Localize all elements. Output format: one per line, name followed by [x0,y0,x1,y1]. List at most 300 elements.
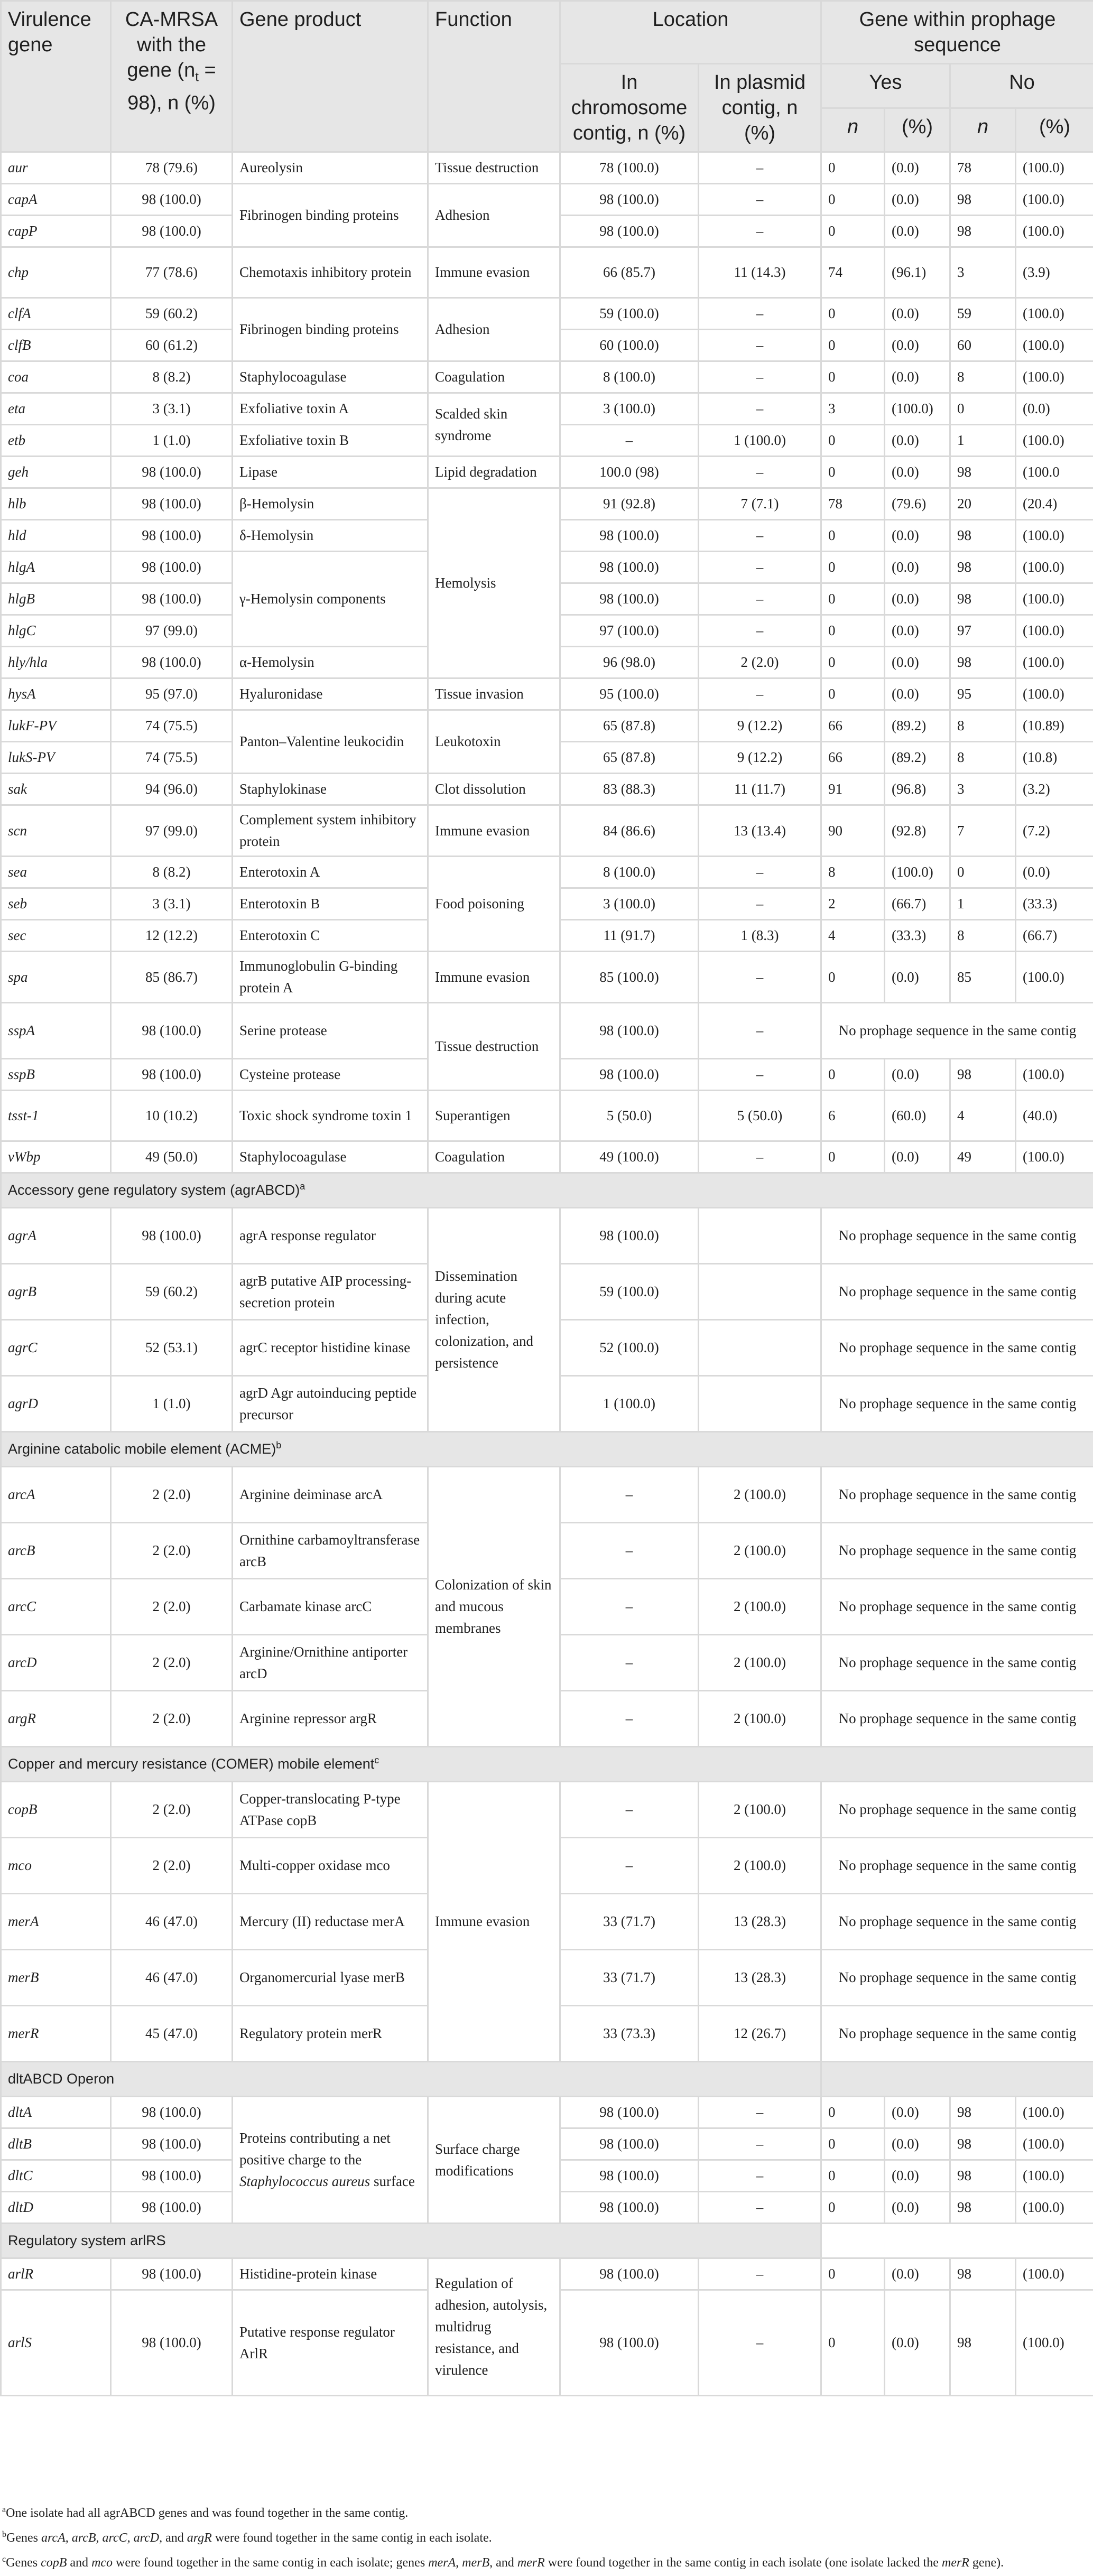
gene-product: Ornithine carbamoyltransferase arcB [233,1523,428,1579]
gene-function: Superantigen [428,1091,560,1141]
header-prophage: Gene within prophage sequence [821,1,1093,64]
gene-function: Leukotoxin [428,710,560,774]
header-no-n: n [950,108,1016,152]
prophage-yes-n: 0 [821,457,885,488]
gene-function: Lipid degradation [428,457,560,488]
gene-product: Multi-copper oxidase mco [233,1838,428,1894]
gene-function: Adhesion [428,298,560,361]
plasmid-count: – [699,678,821,710]
prophage-no-n: 98 [950,2258,1016,2290]
gene-product: Carbamate kinase arcC [233,1579,428,1635]
gene-function: Tissue destruction [428,1003,560,1091]
gene-product: Immunoglobulin G-binding protein A [233,952,428,1003]
prophage-yes-n: 0 [821,2290,885,2396]
prophage-yes-pct: (0.0) [885,583,950,615]
prophage-no-n: 98 [950,583,1016,615]
prophage-yes-pct: (0.0) [885,425,950,457]
section-title-comer: Copper and mercury resistance (COMER) mobile element$^c$ [1,1747,1093,1782]
prophage-yes-n: 66 [821,710,885,742]
plasmid-count: – [699,393,821,425]
table-row [1,1003,1093,1059]
gene-name: sec [1,920,111,952]
gene-count: 1 (1.0) [111,425,233,457]
gene-count: 1 (1.0) [111,1376,233,1432]
gene-name: agrD [1,1376,111,1432]
chromosome-count: 98 (100.0) [560,1208,699,1264]
prophage-yes-pct: (0.0) [885,647,950,678]
plasmid-count [699,1264,821,1320]
gene-count: 2 (2.0) [111,1523,233,1579]
plasmid-count: – [699,615,821,647]
prophage-yes-n: 0 [821,361,885,393]
header-no-pct: (%) [1016,108,1093,152]
prophage-yes-n: 0 [821,583,885,615]
prophage-no-pct: (100.0) [1016,2192,1093,2224]
gene-product: Lipase [233,457,428,488]
prophage-yes-n: 0 [821,184,885,216]
gene-product: Arginine repressor argR [233,1691,428,1747]
gene-name: spa [1,952,111,1003]
gene-product: Arginine/Ornithine antiporter arcD [233,1635,428,1691]
prophage-no-n: 98 [950,647,1016,678]
table-row [1,184,1093,216]
gene-count: 98 (100.0) [111,488,233,520]
gene-name: arlS [1,2290,111,2396]
section-header-fill [821,2062,1093,2097]
prophage-yes-pct: (0.0) [885,457,950,488]
prophage-yes-n: 0 [821,152,885,184]
plasmid-count: – [699,2097,821,2128]
plasmid-count: 2 (100.0) [699,1635,821,1691]
gene-count: 98 (100.0) [111,2097,233,2128]
prophage-no-pct: (100.0) [1016,647,1093,678]
plasmid-count: 2 (100.0) [699,1691,821,1747]
chromosome-count: – [560,1838,699,1894]
prophage-no-pct: (66.7) [1016,920,1093,952]
prophage-no-n: 98 [950,520,1016,552]
gene-count: 98 (100.0) [111,184,233,216]
plasmid-count: – [699,330,821,361]
chromosome-count: 3 (100.0) [560,393,699,425]
plasmid-count: – [699,216,821,247]
gene-name: coa [1,361,111,393]
no-prophage-note: No prophage sequence in the same contig [821,1691,1093,1747]
chromosome-count: – [560,1467,699,1523]
gene-count: 98 (100.0) [111,520,233,552]
gene-name: dltD [1,2192,111,2224]
gene-name: arcA [1,1467,111,1523]
gene-name: hlb [1,488,111,520]
no-prophage-note: No prophage sequence in the same contig [821,1523,1093,1579]
gene-product: δ-Hemolysin [233,520,428,552]
prophage-no-n: 98 [950,216,1016,247]
header-gene-product: Gene product [233,1,428,152]
chromosome-count: 60 (100.0) [560,330,699,361]
prophage-yes-n: 74 [821,247,885,298]
prophage-no-pct: (100.0) [1016,2290,1093,2396]
plasmid-count: – [699,857,821,888]
prophage-yes-n: 90 [821,805,885,857]
plasmid-count [699,1376,821,1432]
prophage-yes-n: 0 [821,2128,885,2160]
section-header-comer [1,1747,1093,1782]
prophage-yes-pct: (89.2) [885,742,950,774]
gene-name: copB [1,1782,111,1838]
prophage-no-n: 3 [950,247,1016,298]
gene-name: hlgA [1,552,111,583]
gene-function: Food poisoning [428,857,560,952]
prophage-no-pct: (100.0) [1016,330,1093,361]
table-row [1,1467,1093,1523]
prophage-no-pct: (100.0) [1016,552,1093,583]
prophage-no-pct: (100.0) [1016,952,1093,1003]
gene-product: Exfoliative toxin A [233,393,428,425]
prophage-no-n: 95 [950,678,1016,710]
section-header-dlt [1,2062,1093,2097]
plasmid-count: – [699,520,821,552]
prophage-yes-n: 0 [821,425,885,457]
prophage-no-pct: (3.2) [1016,774,1093,805]
prophage-yes-pct: (96.8) [885,774,950,805]
no-prophage-note: No prophage sequence in the same contig [821,1376,1093,1432]
gene-function: Immune evasion [428,247,560,298]
plasmid-count: – [699,2128,821,2160]
section-header-fill [821,2224,1093,2258]
gene-count: 97 (99.0) [111,615,233,647]
prophage-yes-n: 0 [821,2097,885,2128]
gene-count: 59 (60.2) [111,298,233,330]
plasmid-count: – [699,1141,821,1173]
prophage-yes-n: 91 [821,774,885,805]
gene-name: capA [1,184,111,216]
chromosome-count: 98 (100.0) [560,184,699,216]
gene-function: Tissue invasion [428,678,560,710]
plasmid-count: 9 (12.2) [699,742,821,774]
gene-function: Immune evasion [428,805,560,857]
chromosome-count: 98 (100.0) [560,1059,699,1091]
gene-name: sak [1,774,111,805]
prophage-yes-pct: (0.0) [885,678,950,710]
gene-function: Immune evasion [428,952,560,1003]
gene-function: Surface charge modifications [428,2097,560,2224]
gene-product: Organomercurial lyase merB [233,1950,428,2006]
gene-product: Staphylocoagulase [233,361,428,393]
prophage-no-pct: (100.0) [1016,2258,1093,2290]
gene-name: hlgC [1,615,111,647]
chromosome-count: 5 (50.0) [560,1091,699,1141]
gene-product: Complement system inhibitory protein [233,805,428,857]
prophage-no-pct: (3.9) [1016,247,1093,298]
prophage-no-pct: (100.0) [1016,520,1093,552]
table-row [1,247,1093,298]
table-row [1,2258,1093,2290]
gene-count: 3 (3.1) [111,393,233,425]
prophage-yes-n: 0 [821,552,885,583]
plasmid-count: 5 (50.0) [699,1091,821,1141]
no-prophage-note: No prophage sequence in the same contig [821,1950,1093,2006]
prophage-yes-pct: (89.2) [885,710,950,742]
prophage-no-pct: (10.8) [1016,742,1093,774]
prophage-yes-pct: (100.0) [885,857,950,888]
table-row [1,152,1093,184]
table-row [1,952,1093,1003]
gene-name: agrB [1,1264,111,1320]
chromosome-count: – [560,1579,699,1635]
no-prophage-note: No prophage sequence in the same contig [821,1894,1093,1950]
gene-product: Fibrinogen binding proteins [233,298,428,361]
prophage-no-pct: (20.4) [1016,488,1093,520]
header-yes: Yes [821,64,950,108]
plasmid-count: 2 (100.0) [699,1838,821,1894]
table-row [1,361,1093,393]
plasmid-count: – [699,2160,821,2192]
gene-count: 94 (96.0) [111,774,233,805]
gene-name: argR [1,1691,111,1747]
prophage-yes-pct: (0.0) [885,2192,950,2224]
table-row [1,1208,1093,1264]
gene-name: aur [1,152,111,184]
gene-count: 52 (53.1) [111,1320,233,1376]
plasmid-count: – [699,184,821,216]
gene-product: Histidine-protein kinase [233,2258,428,2290]
section-header-arl [1,2224,1093,2258]
chromosome-count: – [560,425,699,457]
gene-product: Regulatory protein merR [233,2006,428,2062]
prophage-no-n: 78 [950,152,1016,184]
prophage-yes-pct: (0.0) [885,952,950,1003]
gene-product: Toxic shock syndrome toxin 1 [233,1091,428,1141]
gene-count: 78 (79.6) [111,152,233,184]
prophage-no-pct: (100.0) [1016,425,1093,457]
plasmid-count: 9 (12.2) [699,710,821,742]
prophage-no-n: 85 [950,952,1016,1003]
table-row [1,710,1093,742]
prophage-no-pct: (100.0) [1016,2160,1093,2192]
chromosome-count: 8 (100.0) [560,857,699,888]
prophage-yes-pct: (0.0) [885,361,950,393]
chromosome-count: 98 (100.0) [560,2258,699,2290]
gene-name: merA [1,1894,111,1950]
chromosome-count: 98 (100.0) [560,2160,699,2192]
table-row [1,298,1093,330]
prophage-no-n: 97 [950,615,1016,647]
plasmid-count: – [699,361,821,393]
chromosome-count: 100.0 (98) [560,457,699,488]
gene-count: 59 (60.2) [111,1264,233,1320]
prophage-yes-pct: (0.0) [885,2160,950,2192]
gene-count: 98 (100.0) [111,1003,233,1059]
chromosome-count: 85 (100.0) [560,952,699,1003]
no-prophage-note: No prophage sequence in the same contig [821,2006,1093,2062]
gene-name: hly/hla [1,647,111,678]
gene-count: 2 (2.0) [111,1691,233,1747]
gene-function: Colonization of skin and mucous membranes [428,1467,560,1747]
gene-count: 77 (78.6) [111,247,233,298]
prophage-yes-n: 0 [821,1059,885,1091]
table-row [1,393,1093,425]
header-function: Function [428,1,560,152]
gene-function: Scalded skin syndrome [428,393,560,457]
prophage-yes-n: 0 [821,2258,885,2290]
gene-name: arcB [1,1523,111,1579]
section-title-agr: Accessory gene regulatory system (agrABCD)$^a$ [1,1173,1093,1208]
plasmid-count: – [699,2192,821,2224]
plasmid-count [699,1208,821,1264]
header-in-chromosome: In chromosome contig, n (%) [560,64,699,152]
gene-name: scn [1,805,111,857]
gene-function: Coagulation [428,1141,560,1173]
chromosome-count: 65 (87.8) [560,710,699,742]
chromosome-count: 3 (100.0) [560,888,699,920]
prophage-no-n: 8 [950,361,1016,393]
gene-name: lukF-PV [1,710,111,742]
plasmid-count: 2 (100.0) [699,1579,821,1635]
gene-name: merR [1,2006,111,2062]
section-title-dlt: dltABCD Operon [1,2062,821,2097]
prophage-no-n: 8 [950,710,1016,742]
gene-name: sea [1,857,111,888]
prophage-no-n: 0 [950,857,1016,888]
chromosome-count: 98 (100.0) [560,2097,699,2128]
chromosome-count: 98 (100.0) [560,2290,699,2396]
prophage-no-pct: (100.0) [1016,298,1093,330]
prophage-yes-pct: (0.0) [885,615,950,647]
chromosome-count: 83 (88.3) [560,774,699,805]
plasmid-count: – [699,583,821,615]
gene-product: Staphylokinase [233,774,428,805]
section-header-agr [1,1173,1093,1208]
prophage-no-n: 98 [950,2192,1016,2224]
prophage-no-pct: (100.0) [1016,184,1093,216]
prophage-no-n: 4 [950,1091,1016,1141]
prophage-yes-pct: (92.8) [885,805,950,857]
prophage-no-pct: (40.0) [1016,1091,1093,1141]
gene-product: Proteins contributing a net positive charge to the Staphylococcus aureus surface [233,2097,428,2224]
gene-count: 98 (100.0) [111,1208,233,1264]
chromosome-count: 96 (98.0) [560,647,699,678]
gene-product: α-Hemolysin [233,647,428,678]
prophage-no-pct: (100.0) [1016,216,1093,247]
gene-product: Copper-translocating P-type ATPase copB [233,1782,428,1838]
plasmid-count: – [699,457,821,488]
prophage-no-pct: (0.0) [1016,857,1093,888]
gene-name: etb [1,425,111,457]
header-ca-mrsa: CA-MRSA with the gene $(n_t = 98)$, n (%) [111,1,233,152]
prophage-no-n: 98 [950,2290,1016,2396]
prophage-yes-n: 0 [821,952,885,1003]
gene-function: Clot dissolution [428,774,560,805]
gene-product: Enterotoxin C [233,920,428,952]
gene-count: 98 (100.0) [111,2290,233,2396]
gene-product: β-Hemolysin [233,488,428,520]
gene-count: 98 (100.0) [111,216,233,247]
chromosome-count: 33 (71.7) [560,1950,699,2006]
prophage-no-n: 8 [950,742,1016,774]
gene-count: 98 (100.0) [111,583,233,615]
table-row [1,2097,1093,2128]
gene-product: Hyaluronidase [233,678,428,710]
prophage-yes-pct: (0.0) [885,552,950,583]
prophage-no-pct: (100.0) [1016,361,1093,393]
gene-count: 98 (100.0) [111,457,233,488]
prophage-yes-n: 0 [821,647,885,678]
no-prophage-note: No prophage sequence in the same contig [821,1579,1093,1635]
gene-count: 45 (47.0) [111,2006,233,2062]
no-prophage-note: No prophage sequence in the same contig [821,1264,1093,1320]
gene-name: merB [1,1950,111,2006]
chromosome-count: 91 (92.8) [560,488,699,520]
gene-product: Putative response regulator ArlR [233,2290,428,2396]
gene-count: 2 (2.0) [111,1579,233,1635]
gene-count: 12 (12.2) [111,920,233,952]
prophage-no-pct: (33.3) [1016,888,1093,920]
header-yes-n: n [821,108,885,152]
gene-product: γ-Hemolysin components [233,552,428,647]
plasmid-count: 11 (14.3) [699,247,821,298]
plasmid-count [699,1320,821,1376]
plasmid-count: 1 (100.0) [699,425,821,457]
plasmid-count: 13 (28.3) [699,1950,821,2006]
gene-name: sspA [1,1003,111,1059]
prophage-no-pct: (100.0) [1016,1141,1093,1173]
gene-count: 98 (100.0) [111,647,233,678]
table-row [1,678,1093,710]
gene-count: 49 (50.0) [111,1141,233,1173]
gene-name: tsst-1 [1,1091,111,1141]
plasmid-count: – [699,152,821,184]
table-row [1,805,1093,857]
prophage-yes-pct: (0.0) [885,2290,950,2396]
no-prophage-note: No prophage sequence in the same contig [821,1635,1093,1691]
prophage-yes-n: 0 [821,216,885,247]
gene-name: clfB [1,330,111,361]
plasmid-count: 13 (28.3) [699,1894,821,1950]
prophage-yes-n: 2 [821,888,885,920]
chromosome-count: 33 (71.7) [560,1894,699,1950]
gene-count: 8 (8.2) [111,361,233,393]
prophage-no-n: 98 [950,2160,1016,2192]
table-row [1,457,1093,488]
gene-count: 98 (100.0) [111,2160,233,2192]
gene-function: Dissemination during acute infection, colonization, and persistence [428,1208,560,1432]
prophage-yes-pct: (0.0) [885,1141,950,1173]
prophage-yes-pct: (0.0) [885,2128,950,2160]
gene-product: agrB putative AIP processing-secretion protein [233,1264,428,1320]
prophage-yes-pct: (0.0) [885,2258,950,2290]
gene-count: 95 (97.0) [111,678,233,710]
gene-function: Hemolysis [428,488,560,678]
header-yes-pct: (%) [885,108,950,152]
plasmid-count: 2 (100.0) [699,1467,821,1523]
prophage-yes-pct: (0.0) [885,298,950,330]
table-row [1,857,1093,888]
prophage-no-pct: (100.0) [1016,615,1093,647]
prophage-yes-pct: (0.0) [885,152,950,184]
prophage-no-pct: (100.0) [1016,678,1093,710]
gene-function: Adhesion [428,184,560,247]
chromosome-count: 49 (100.0) [560,1141,699,1173]
chromosome-count: 95 (100.0) [560,678,699,710]
header-location: Location [560,1,821,64]
no-prophage-note: No prophage sequence in the same contig [821,1782,1093,1838]
gene-count: 98 (100.0) [111,2192,233,2224]
chromosome-count: 8 (100.0) [560,361,699,393]
header-no: No [950,64,1093,108]
plasmid-count: 1 (8.3) [699,920,821,952]
chromosome-count: 98 (100.0) [560,216,699,247]
gene-product: agrD Agr autoinducing peptide precursor [233,1376,428,1432]
plasmid-count: – [699,952,821,1003]
